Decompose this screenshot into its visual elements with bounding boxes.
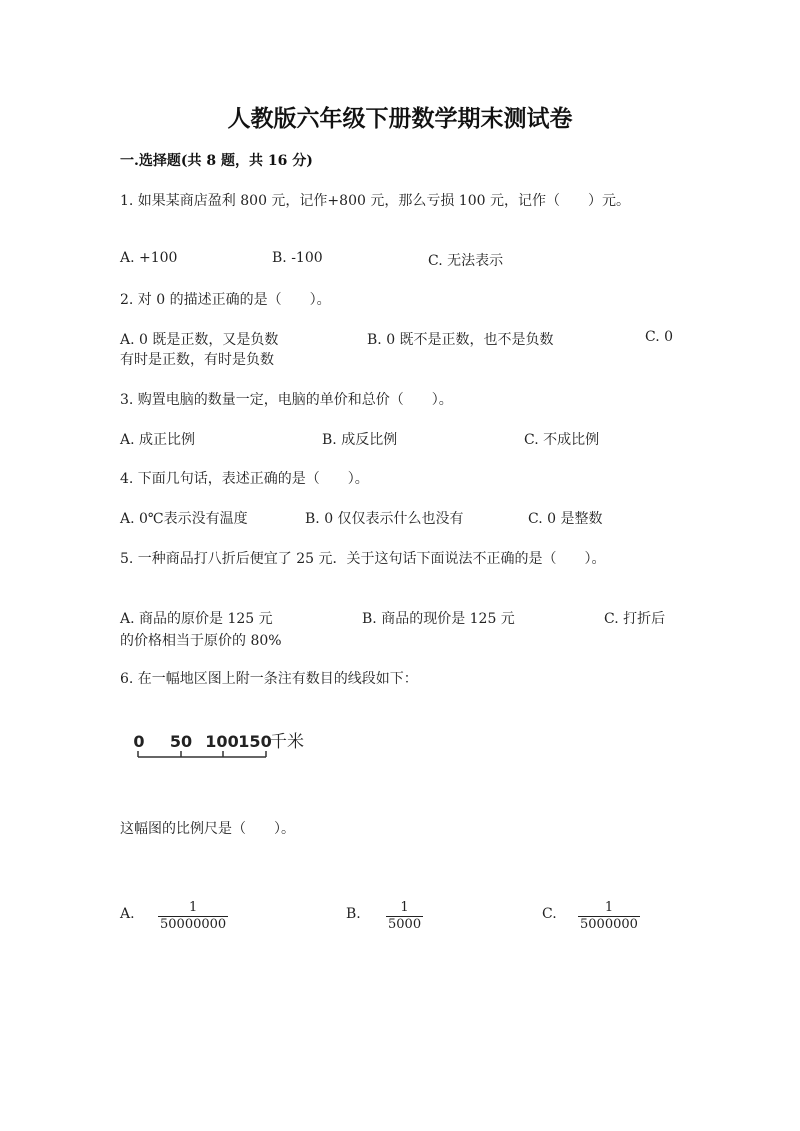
q2-option-b[interactable]: B. 0 既不是正数，也不是负数 [367,332,554,348]
fraction-denominator: 5000 [388,917,422,932]
question-6-followup: 这幅图的比例尺是（ ）。 [120,821,295,837]
q1-option-c[interactable]: C. 无法表示 [428,253,504,269]
q5-option-c-continued: 的价格相当于原价的 80% [120,633,282,649]
q4-option-a[interactable]: A. 0℃表示没有温度 [120,511,248,527]
question-1: 1. 如果某商店盈利 800 元，记作+800 元，那么亏损 100 元，记作（ ）元。 [120,193,630,209]
scale-bar-figure [126,725,326,765]
q6-option-a-fraction[interactable] [158,900,228,933]
fraction-numerator: 1 [400,900,409,915]
fraction-numerator: 1 [188,900,198,915]
question-6: 6. 在一幅地区图上附一条注有数目的线段如下： [120,671,418,687]
q6-option-a-label[interactable]: A. [120,906,135,922]
q6-option-c-label[interactable]: C. [542,906,557,922]
q1-option-a[interactable]: A. +100 [120,250,178,266]
q6-option-c-fraction[interactable] [578,900,640,933]
q2-option-c-continued: 有时是正数，有时是负数 [120,352,274,368]
section-heading: 一.选择题(共 8 题，共 16 分) [120,153,313,169]
q3-option-a[interactable]: A. 成正比例 [120,432,196,448]
fraction-denominator: 5000000 [580,917,638,932]
fraction-denominator: 50000000 [160,917,227,932]
q6-option-b-label[interactable]: B. [346,906,361,922]
q6-option-b-fraction[interactable] [386,900,423,933]
question-2: 2. 对 0 的描述正确的是（ ）。 [120,292,331,308]
q4-option-c[interactable]: C. 0 是整数 [528,511,603,527]
q1-option-b[interactable]: B. -100 [272,250,323,266]
q2-option-c[interactable]: C. 0 [645,329,674,345]
q5-option-a[interactable]: A. 商品的原价是 125 元 [120,611,273,627]
q3-option-b[interactable]: B. 成反比例 [322,432,398,448]
scale-tick-label-0: 0 [133,732,145,751]
scale-tick-label-50: 50 [169,732,193,751]
q4-option-b[interactable]: B. 0 仅仅表示什么也没有 [305,511,464,527]
page-title: 人教版六年级下册数学期末测试卷 [227,105,573,132]
q5-option-c[interactable]: C. 打折后 [604,611,666,627]
question-4: 4. 下面几句话，表述正确的是（ ）。 [120,471,369,487]
q2-option-a[interactable]: A. 0 既是正数，又是负数 [120,332,279,348]
scale-tick-label-100: 100 [205,732,239,751]
q5-option-b[interactable]: B. 商品的现价是 125 元 [362,611,515,627]
question-5: 5. 一种商品打八折后便宜了 25 元．关于这句话下面说法不正确的是（ ）。 [120,551,606,567]
fraction-numerator: 1 [604,900,614,915]
scale-tick-label-150: 150 [238,732,272,751]
q3-option-c[interactable]: C. 不成比例 [524,432,600,448]
question-3: 3. 购置电脑的数量一定，电脑的单价和总价（ ）。 [120,392,453,408]
scale-unit-label: 千米 [270,732,304,752]
